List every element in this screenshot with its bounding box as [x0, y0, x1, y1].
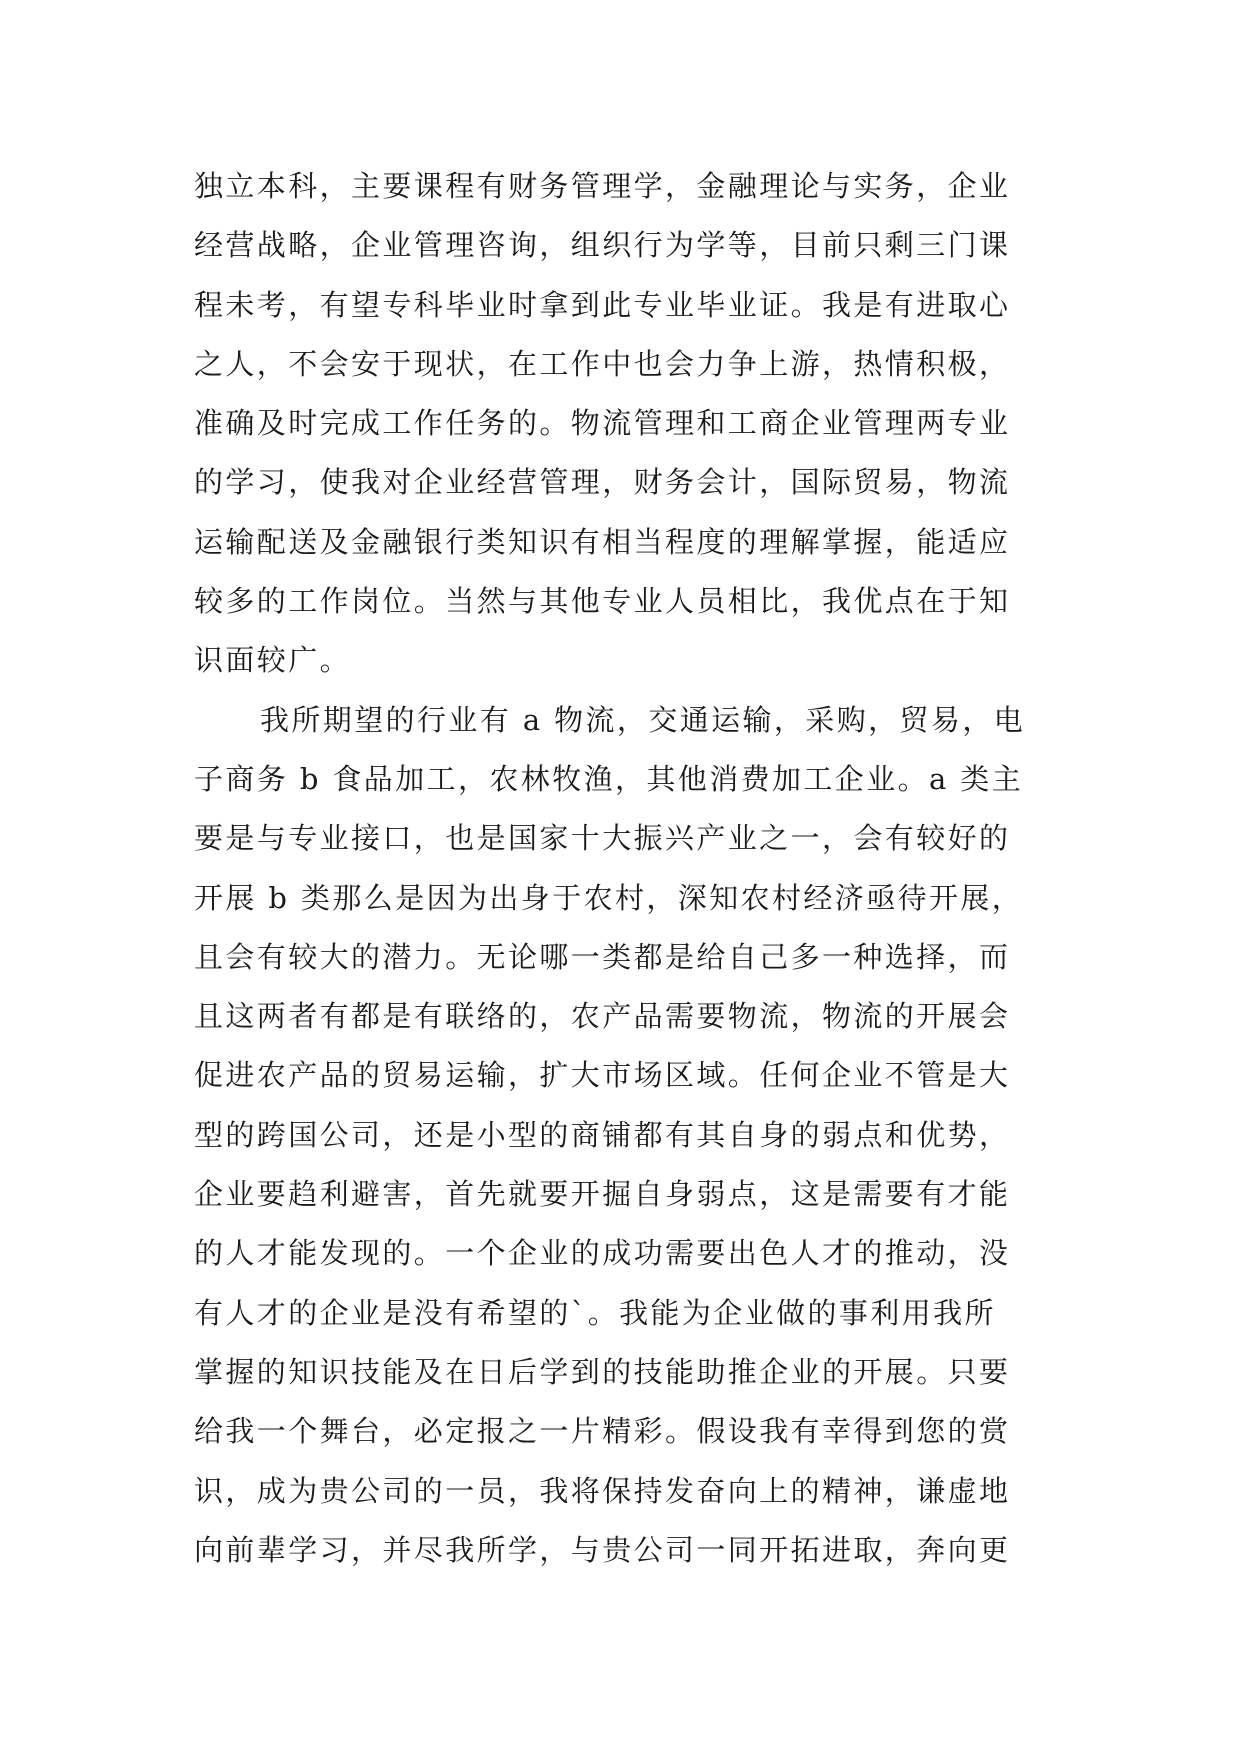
text-line: 识面较广。: [194, 643, 352, 678]
text-line: 经营战略，企业管理咨询，组织行为学等，目前只剩三门课: [194, 228, 1011, 263]
text-line: 运输配送及金融银行类知识有相当程度的理解掌握，能适应: [194, 524, 1011, 559]
text-line: 识，成为贵公司的一员，我将保持发奋向上的精神，谦虚地: [194, 1473, 1011, 1508]
text-line: 给我一个舞台，必定报之一片精彩。假设我有幸得到您的赏: [194, 1414, 1011, 1449]
text-line: 向前辈学习，并尽我所学，与贵公司一同开拓进取，奔向更: [194, 1532, 1011, 1567]
text-line: 子商务 b 食品加工，农林牧渔，其他消费加工企业。a 类主: [194, 761, 1024, 796]
text-line: 且这两者有都是有联络的，农产品需要物流，物流的开展会: [194, 999, 1011, 1034]
text-line: 程未考，有望专科毕业时拿到此专业毕业证。我是有进取心: [194, 287, 1011, 322]
text-line: 独立本科，主要课程有财务管理学，金融理论与实务，企业: [194, 169, 1011, 203]
text-line: 开展 b 类那么是因为出身于农村，深知农村经济亟待开展，: [194, 880, 1024, 915]
text-line: 的学习，使我对企业经营管理，财务会计，国际贸易，物流: [194, 465, 1011, 500]
paragraph-start-line: 我所期望的行业有 a 物流，交通运输，采购，贸易，电: [260, 702, 1026, 737]
body-text: [194, 157, 1074, 1580]
text-line: 型的跨国公司，还是小型的商铺都有其自身的弱点和优势，: [194, 1117, 1011, 1152]
text-line: 掌握的知识技能及在日后学到的技能助推企业的开展。只要: [194, 1354, 1011, 1389]
text-line: 的人才能发现的。一个企业的成功需要出色人才的推动，没: [194, 1236, 1011, 1271]
text-line: 有人才的企业是没有希望的`。我能为企业做的事利用我所: [194, 1295, 996, 1330]
text-line: 准确及时完成工作任务的。物流管理和工商企业管理两专业: [194, 406, 1011, 441]
text-line: 且会有较大的潜力。无论哪一类都是给自己多一种选择，而: [194, 939, 1011, 974]
text-line: 之人，不会安于现状，在工作中也会力争上游，热情积极，: [194, 346, 1011, 381]
text-line: 要是与专业接口，也是国家十大振兴产业之一，会有较好的: [194, 821, 1011, 856]
text-line: 企业要趋利避害，首先就要开掘自身弱点，这是需要有才能: [194, 1177, 1011, 1212]
text-line: 较多的工作岗位。当然与其他专业人员相比，我优点在于知: [194, 584, 1011, 619]
text-line: 促进农产品的贸易运输，扩大市场区域。任何企业不管是大: [194, 1058, 1011, 1093]
